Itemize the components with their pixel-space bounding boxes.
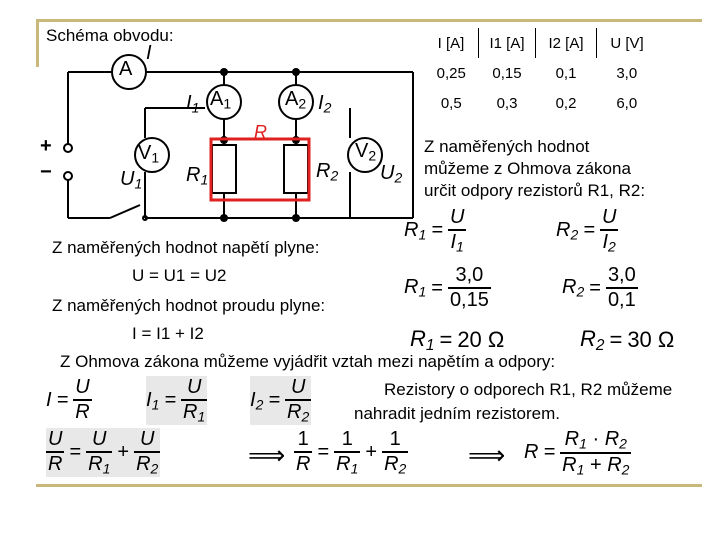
label-ammeter-a: A <box>119 58 133 80</box>
label-ammeter-a1: $A_1$ <box>210 88 232 112</box>
measurement-table <box>424 28 657 118</box>
ohm-relation-text: Z Ohmova zákona můžeme vyjádřit vztah mezi napětím a odpory: <box>60 352 556 371</box>
ohm-intro-text <box>424 136 645 202</box>
frame-bottom-border <box>36 484 702 487</box>
label-plus: + <box>40 135 52 157</box>
table-header-row <box>424 28 657 58</box>
implies-arrow-1: ⟹ <box>248 440 286 470</box>
label-voltage-u2: $U_2$ <box>380 162 403 186</box>
resistor-r1 <box>212 145 236 193</box>
label-current-i: I <box>146 42 152 64</box>
ohm-intro-line: určit odpory rezistorů R1, R2: <box>424 181 646 200</box>
formula-r2-definition: $R_2$ = $\frac{U}{I_2}$ <box>556 206 617 255</box>
label-voltage-u1: $U_1$ <box>120 168 143 192</box>
replace-line: nahradit jedním rezistorem. <box>354 404 560 423</box>
table-header-cell: U [V] <box>597 28 658 58</box>
table-cell: 0,5 <box>440 94 462 112</box>
table-cell: 3,0 <box>616 64 638 82</box>
junction-top-r1 <box>220 68 228 76</box>
terminal-minus <box>64 172 72 180</box>
current-intro: Z naměřených hodnot proudu plyne: <box>52 296 326 315</box>
table-header-cell: I1 [A] <box>479 28 536 58</box>
label-resistor-r2: $R_2$ <box>316 160 339 184</box>
diagram-title: Schéma obvodu: <box>46 26 174 45</box>
junction-bottom-r2 <box>292 214 300 222</box>
table-cell: 0,1 <box>555 64 577 82</box>
result-r2: $R_2$ = 30 Ω <box>580 326 675 354</box>
label-current-i2: $I_2$ <box>318 92 332 116</box>
label-equivalent-r: R <box>254 122 267 142</box>
label-voltmeter-v2: $V_2$ <box>355 140 377 164</box>
voltage-equation: U = U1 = U2 <box>132 266 227 285</box>
table-cell: 0,25 <box>436 64 466 82</box>
replace-text <box>354 378 672 426</box>
formula-i1-u-r1: $I_1$ = $\frac{U}{R_1}$ <box>146 376 206 425</box>
label-current-i1: $I_1$ <box>186 92 200 116</box>
formula-r2-numeric: $R_2$ = $\frac{3,0}{0,1}$ <box>562 264 636 311</box>
switch-lever <box>110 205 140 218</box>
junction-top-r2 <box>292 68 300 76</box>
resistor-r2 <box>284 145 308 193</box>
formula-r1-numeric: $R_1$ = $\frac{3,0}{0,15}$ <box>404 264 489 311</box>
implies-arrow-2: ⟹ <box>468 440 506 470</box>
current-equation: I = I1 + I2 <box>132 324 204 343</box>
label-resistor-r1: $R_1$ <box>186 164 209 188</box>
formula-r1-definition: $R_1$ = $\frac{U}{I_1}$ <box>404 206 465 255</box>
formula-i2-u-r2: $I_2$ = $\frac{U}{R_2}$ <box>250 376 310 425</box>
table-cell: 0,2 <box>555 94 577 112</box>
voltage-intro: Z naměřených hodnot napětí plyne: <box>52 238 320 257</box>
result-r1: $R_1$ = 20 Ω <box>410 326 505 354</box>
table-cell: 0,15 <box>492 64 522 82</box>
formula-parallel-r: R = $\frac{R_1 \cdot R_2}{R_1 + R_2}$ <box>524 428 630 477</box>
ohm-intro-line: můžeme z Ohmova zákona <box>424 159 631 178</box>
table-header-cell: I [A] <box>437 34 465 52</box>
equivalent-r-highlight <box>211 139 309 200</box>
table-cell: 6,0 <box>616 94 638 112</box>
label-ammeter-a2: $A_2$ <box>285 88 307 112</box>
formula-sum-reciprocal: $\frac{1}{R}$ = $\frac{1}{R_1}$ + $\frac{1}{R_2}$ <box>296 428 407 477</box>
label-minus: − <box>40 161 52 183</box>
label-voltmeter-v1: $V_1$ <box>138 142 160 166</box>
replace-line: Rezistory o odporech R1, R2 můžeme <box>384 380 673 399</box>
table-row <box>424 88 657 118</box>
table-header-cell: I2 [A] <box>536 28 597 58</box>
table-row <box>424 58 657 88</box>
formula-sum-u: $\frac{U}{R}$ = $\frac{U}{R_1}$ + $\frac{U}{R_2}$ <box>48 428 159 477</box>
terminal-plus <box>64 144 72 152</box>
table-cell: 0,3 <box>496 94 518 112</box>
junction-bottom-r1 <box>220 214 228 222</box>
formula-i-u-r: I = $\frac{U}{R}$ <box>46 376 90 423</box>
ohm-intro-line: Z naměřených hodnot <box>424 137 590 156</box>
